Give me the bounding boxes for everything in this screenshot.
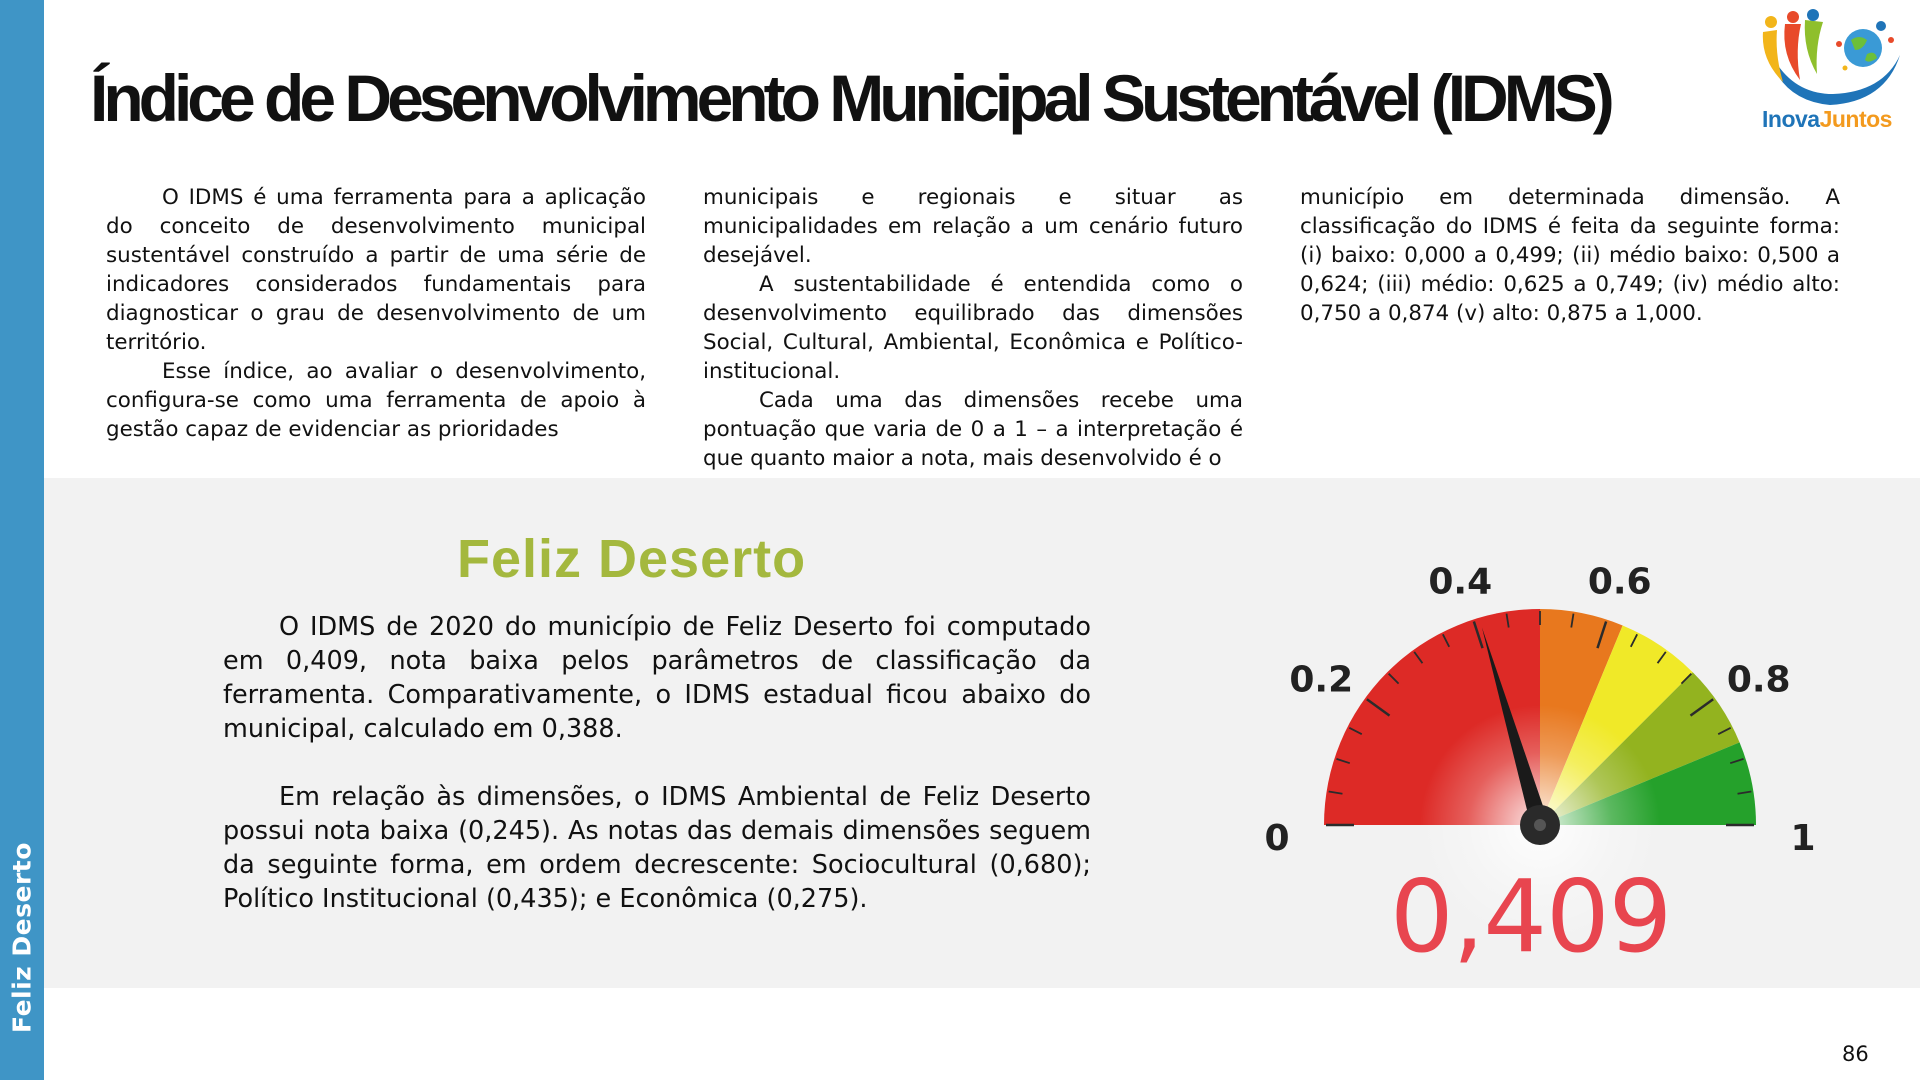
logo-wordmark: [1762, 106, 1892, 133]
idms-gauge: [1264, 555, 1816, 859]
intro-paragraph: municipais e regionais e situar as municipalidades em relação a um cenário futuro desejável.: [703, 185, 1243, 268]
gauge-tick-label: 0.2: [1289, 659, 1354, 701]
intro-paragraph: Esse índice, ao avaliar o desenvolvimento, configura-se como uma ferramenta de apoio à gestão capaz de evidenciar as prioridades: [106, 359, 646, 442]
gauge-tick-label: 0.4: [1428, 561, 1493, 603]
sidebar-label: Feliz Deserto: [7, 842, 37, 1033]
logo-text-inova: Inova: [1762, 106, 1820, 132]
intro-paragraph: O IDMS é uma ferramenta para a aplicação do conceito de desenvolvimento municipal sustentável construído a partir de uma série de indicadores considerados fundamentais para diagnosticar o grau de desenvolvimento de um território.: [106, 185, 646, 355]
page-title: Índice de Desenvolvimento Municipal Sustentável (IDMS): [90, 61, 1610, 135]
gauge-tick-label: 1: [1790, 818, 1816, 859]
gauge-tick-label: 0: [1264, 818, 1290, 859]
intro-paragraph: município em determinada dimensão. A classificação do IDMS é feita da seguinte forma: (i) baixo: 0,000 a 0,499; (ii) médio baixo: 0,500 a 0,624; (iii) médio: 0,625 a 0,749; (iv) médio alto: 0,750 a 0,874 (v) alto: 0,875 a 1,000.: [1300, 185, 1840, 326]
municipality-summary: [223, 610, 1091, 950]
gauge-value: 0,409: [1390, 858, 1672, 975]
intro-column-3: [1300, 183, 1840, 328]
intro-paragraph: Cada uma das dimensões recebe uma pontuação que varia de 0 a 1 – a interpretação é que quanto maior a nota, mais desenvolvido é o: [703, 388, 1243, 471]
gauge-tick-label: 0.6: [1587, 561, 1652, 603]
summary-paragraph: O IDMS de 2020 do município de Feliz Deserto foi computado em 0,409, nota baixa pelos parâmetros de classificação da ferramenta. Comparativamente, o IDMS estadual ficou abaixo do municipal, calculado em 0,388.: [223, 612, 1091, 744]
logo-text-juntos: Juntos: [1819, 106, 1892, 132]
page-number: 86: [1842, 1042, 1869, 1066]
municipality-name: Feliz Deserto: [457, 529, 807, 589]
gauge-hub-center: [1534, 819, 1546, 831]
intro-column-2: [703, 183, 1243, 473]
intro-column-1: [106, 183, 646, 444]
gauge-tick-label: 0.8: [1726, 659, 1791, 701]
intro-paragraph: A sustentabilidade é entendida como o desenvolvimento equilibrado das dimensões Social, Cultural, Ambiental, Econômica e Político-institucional.: [703, 272, 1243, 384]
summary-paragraph: Em relação às dimensões, o IDMS Ambiental de Feliz Deserto possui nota baixa (0,245). As notas das demais dimensões seguem da seguinte forma, em ordem decrescente: Sociocultural (0,680); Político Institucional (0,435); e Econômica (0,275).: [223, 782, 1091, 914]
